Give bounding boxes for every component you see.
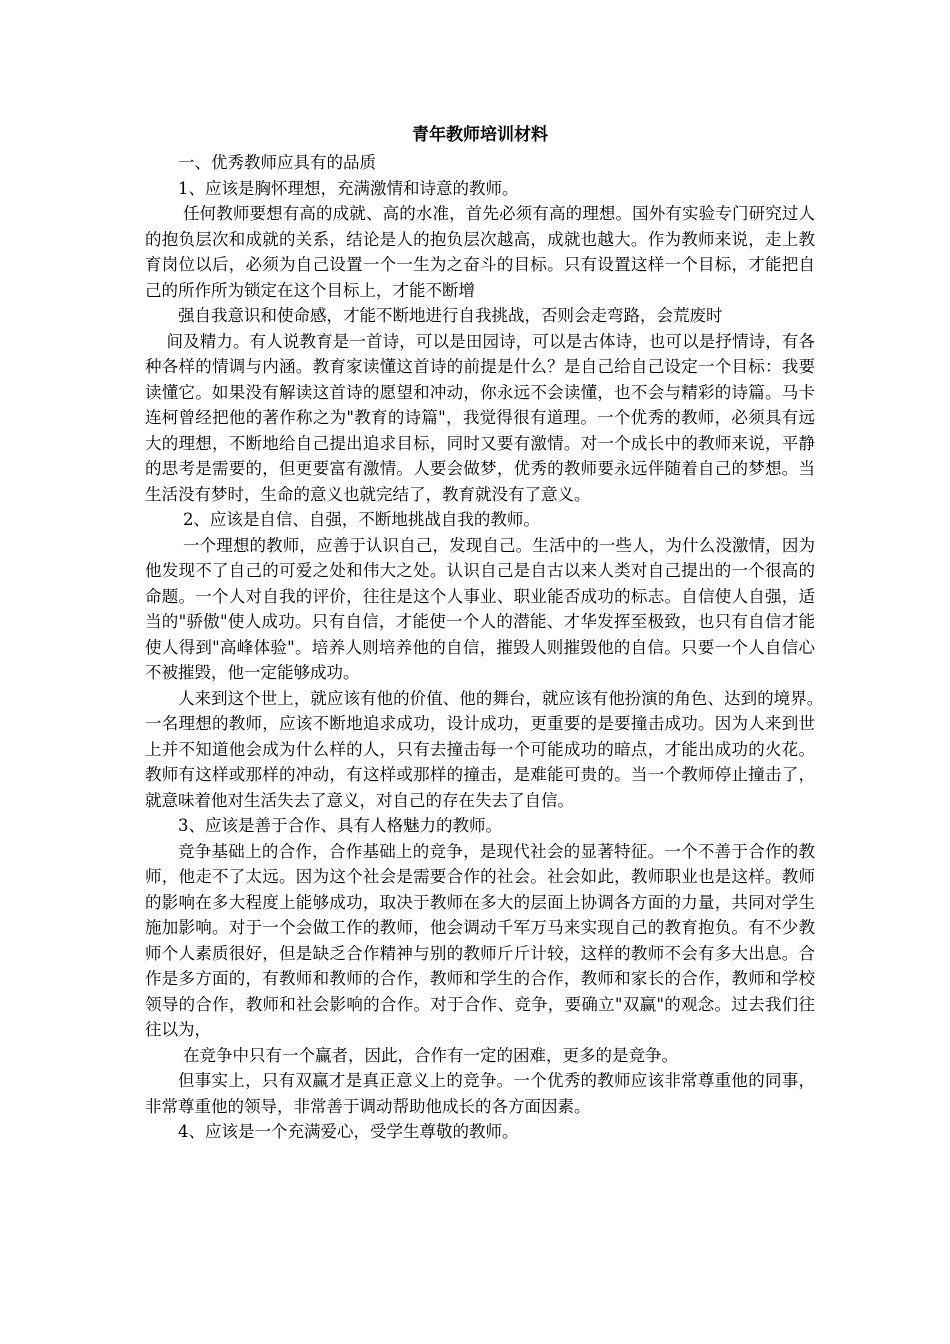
paragraph-1a: 任何教师要想有高的成就、高的水准，首先必须有高的理想。国外有实验专门研究过人的抱负层次和成就的关系，结论是人的抱负层次越高，成就也越大。作为教师来说，走上教育岗位以后，必须为自己设置一个一生为之奋斗的目标。只有设置这样一个目标，才能把自己的所作所为锁定在这个目标上，才能不断增 — [145, 204, 815, 300]
paragraph-3a: 竞争基础上的合作，合作基础上的竞争，是现代社会的显著特征。一个不善于合作的教师，他走不了太远。因为这个社会是需要合作的社会。社会如此，教师职业也是这样。教师的影响在多大程度上能够成功，取决于教师在多大的层面上协调各方面的力量，共同对学生施加影响。对于一个会做工作的教师，他会调动千军万马来实现自己的教育抱负。有不少教师个人素质很好，但是缺乏合作精神与别的教师斤斤计较，这样的教师不会有多大出息。合作是多方面的，有教师和教师的合作，教师和学生的合作，教师和家长的合作，教师和学校领导的合作，教师和社会影响的合作。对于合作、竞争，要确立"双赢"的观念。过去我们往往以为， — [145, 841, 815, 1039]
subheading-3: 3、应该是善于合作、具有人格魅力的教师。 — [178, 816, 502, 835]
subheading-1: 1、应该是胸怀理想，充满激情和诗意的教师。 — [178, 178, 519, 198]
paragraph-1c: 间及精力。有人说教育是一首诗，可以是田园诗，可以是古体诗，也可以是抒情诗，有各种各样的情调与内涵。教育家读懂这首诗的前提是什么？是自己给自己设定一个目标：我要读懂它。如果没有解读这首诗的愿望和冲动，你永远不会读懂，也不会与精彩的诗篇。马卡连柯曾经把他的著作称之为"教育的诗篇"，我觉得很有道理。一个优秀的教师，必须具有远大的理想，不断地给自己提出追求目标，同时又要有激情。对一个成长中的教师来说，平静的思考是需要的，但更要富有激情。人要会做梦，优秀的教师要永远伴随着自己的梦想。当生活没有梦时，生命的意义也就完结了，教育就没有了意义。 — [145, 331, 815, 504]
document-body — [145, 120, 832, 1145]
paragraph-2b: 人来到这个世上，就应该有他的价值、他的舞台，就应该有他扮演的角色、达到的境界。 一名理想的教师，应该不断地追求成功，设计成功，更重要的是要撞击成功。因为人来到世上并不知道他会成为什么样的人，只有去撞击每一个可能成功的暗点，才能出成功的火花。教师有这样或那样的冲动，有这样或那样的撞击，是难能可贵的。当一个教师停止撞击了，就意味着他对生活失去了意义，对自己的存在失去了自信。 — [145, 688, 832, 810]
paragraph-3c: 但事实上，只有双赢才是真正意义上的竞争。一个优秀的教师应该非常尊重他的同事，非常尊重他的领导，非常善于调动帮助他成长的各方面因素。 — [145, 1071, 815, 1116]
paragraph-2a: 一个理想的教师，应善于认识自己，发现自己。生活中的一些人，为什么没激情，因为他发现不了自己的可爱之处和伟大之处。认识自己是自古以来人类对自己提出的一个很高的命题。一个人对自我的评价，往往是这个人事业、职业能否成功的标志。自信使人自强，适当的"骄傲"使人成功。只有自信，才能使一个人的潜能、才华发挥至极致，也只有自信才能使人得到"高峰体验"。培养人则培养他的自信，摧毁人则摧毁他的自信。只要一个人自信心不被摧毁，他一定能够成功。 — [145, 535, 815, 682]
paragraph-3b: 在竞争中只有一个赢者，因此，合作有一定的困难，更多的是竞争。 — [182, 1045, 678, 1065]
document-title: 青年教师培训材料 — [412, 125, 548, 145]
section-heading: 一、优秀教师应具有的品质 — [178, 153, 376, 172]
subheading-4: 4、应该是一个充满爱心，受学生尊敬的教师。 — [178, 1122, 519, 1141]
subheading-2: 2、应该是自信、自强，不断地挑战自我的教师。 — [182, 510, 540, 529]
paragraph-1b: 强自我意识和使命感，才能不断地进行自我挑战，否则会走弯路，会荒废时 — [178, 306, 723, 325]
